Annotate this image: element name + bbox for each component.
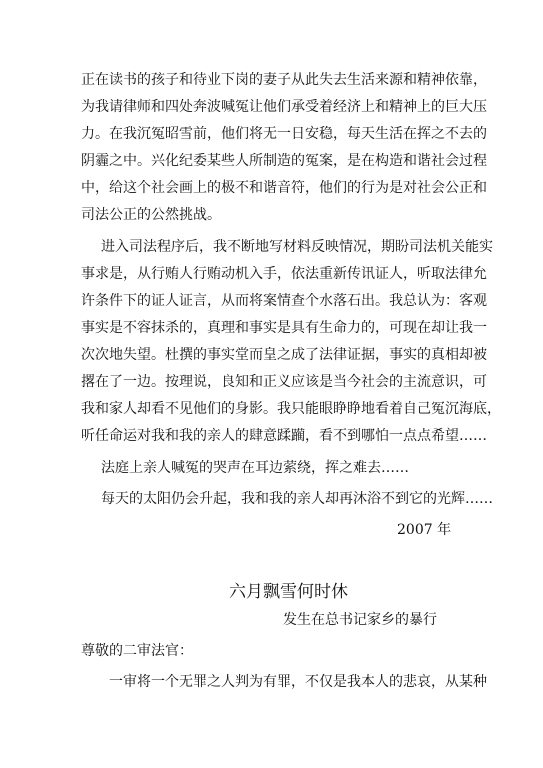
text-line: 为我请律师和四处奔波喊冤让他们承受着经济上和精神上的巨大压 xyxy=(81,99,487,115)
document-date: 2007 年 xyxy=(397,522,452,538)
text-line: 正在读书的孩子和待业下岗的妻子从此失去生活来源和精神依靠， xyxy=(81,72,487,88)
text-line: 司法公正的公然挑战。 xyxy=(81,207,221,223)
article-subtitle: 发生在总书记家乡的暴行 xyxy=(283,612,437,628)
text-line: 一审将一个无罪之人判为有罪，不仅是我本人的悲哀，从某种 xyxy=(109,674,487,690)
text-line: 法庭上亲人喊冤的哭声在耳边萦绕，挥之难去…… xyxy=(101,460,409,476)
article-title: 六月飘雪何时休 xyxy=(229,582,348,602)
text-line: 我和家人却看不见他们的身影。我只能眼睁睁地看着自己冤沉海底， xyxy=(81,401,501,417)
text-line: 力。在我沉冤昭雪前，他们将无一日安稳，每天生活在挥之不去的 xyxy=(81,126,487,142)
text-line: 阴霾之中。兴化纪委某些人所制造的冤案，是在构造和谐社会过程 xyxy=(81,153,487,169)
text-line: 进入司法程序后，我不断地写材料反映情况，期盼司法机关能实 xyxy=(101,239,493,255)
text-line: 每天的太阳仍会升起，我和我的亲人却再沐浴不到它的光辉…… xyxy=(101,491,493,507)
text-line: 事求是，从行贿人行贿动机入手，依法重新传讯证人，听取法律允 xyxy=(81,266,487,282)
text-line: 听任命运对我和我的亲人的肆意蹂躏，看不到哪怕一点点希望…… xyxy=(81,428,487,444)
text-line: 次次地失望。杜撰的事实堂而皇之成了法律证据，事实的真相却被 xyxy=(81,347,487,363)
text-line: 事实是不容抹杀的，真理和事实是具有生命力的，可现在却让我一 xyxy=(81,320,487,336)
text-line: 中，给这个社会画上的极不和谐音符，他们的行为是对社会公正和 xyxy=(81,180,487,196)
salutation: 尊敬的二审法官： xyxy=(81,643,193,659)
text-line: 许条件下的证人证言，从而将案情查个水落石出。我总认为：客观 xyxy=(81,293,487,309)
text-line: 撂在了一边。按理说，良知和正义应该是当今社会的主流意识，可 xyxy=(81,374,487,390)
